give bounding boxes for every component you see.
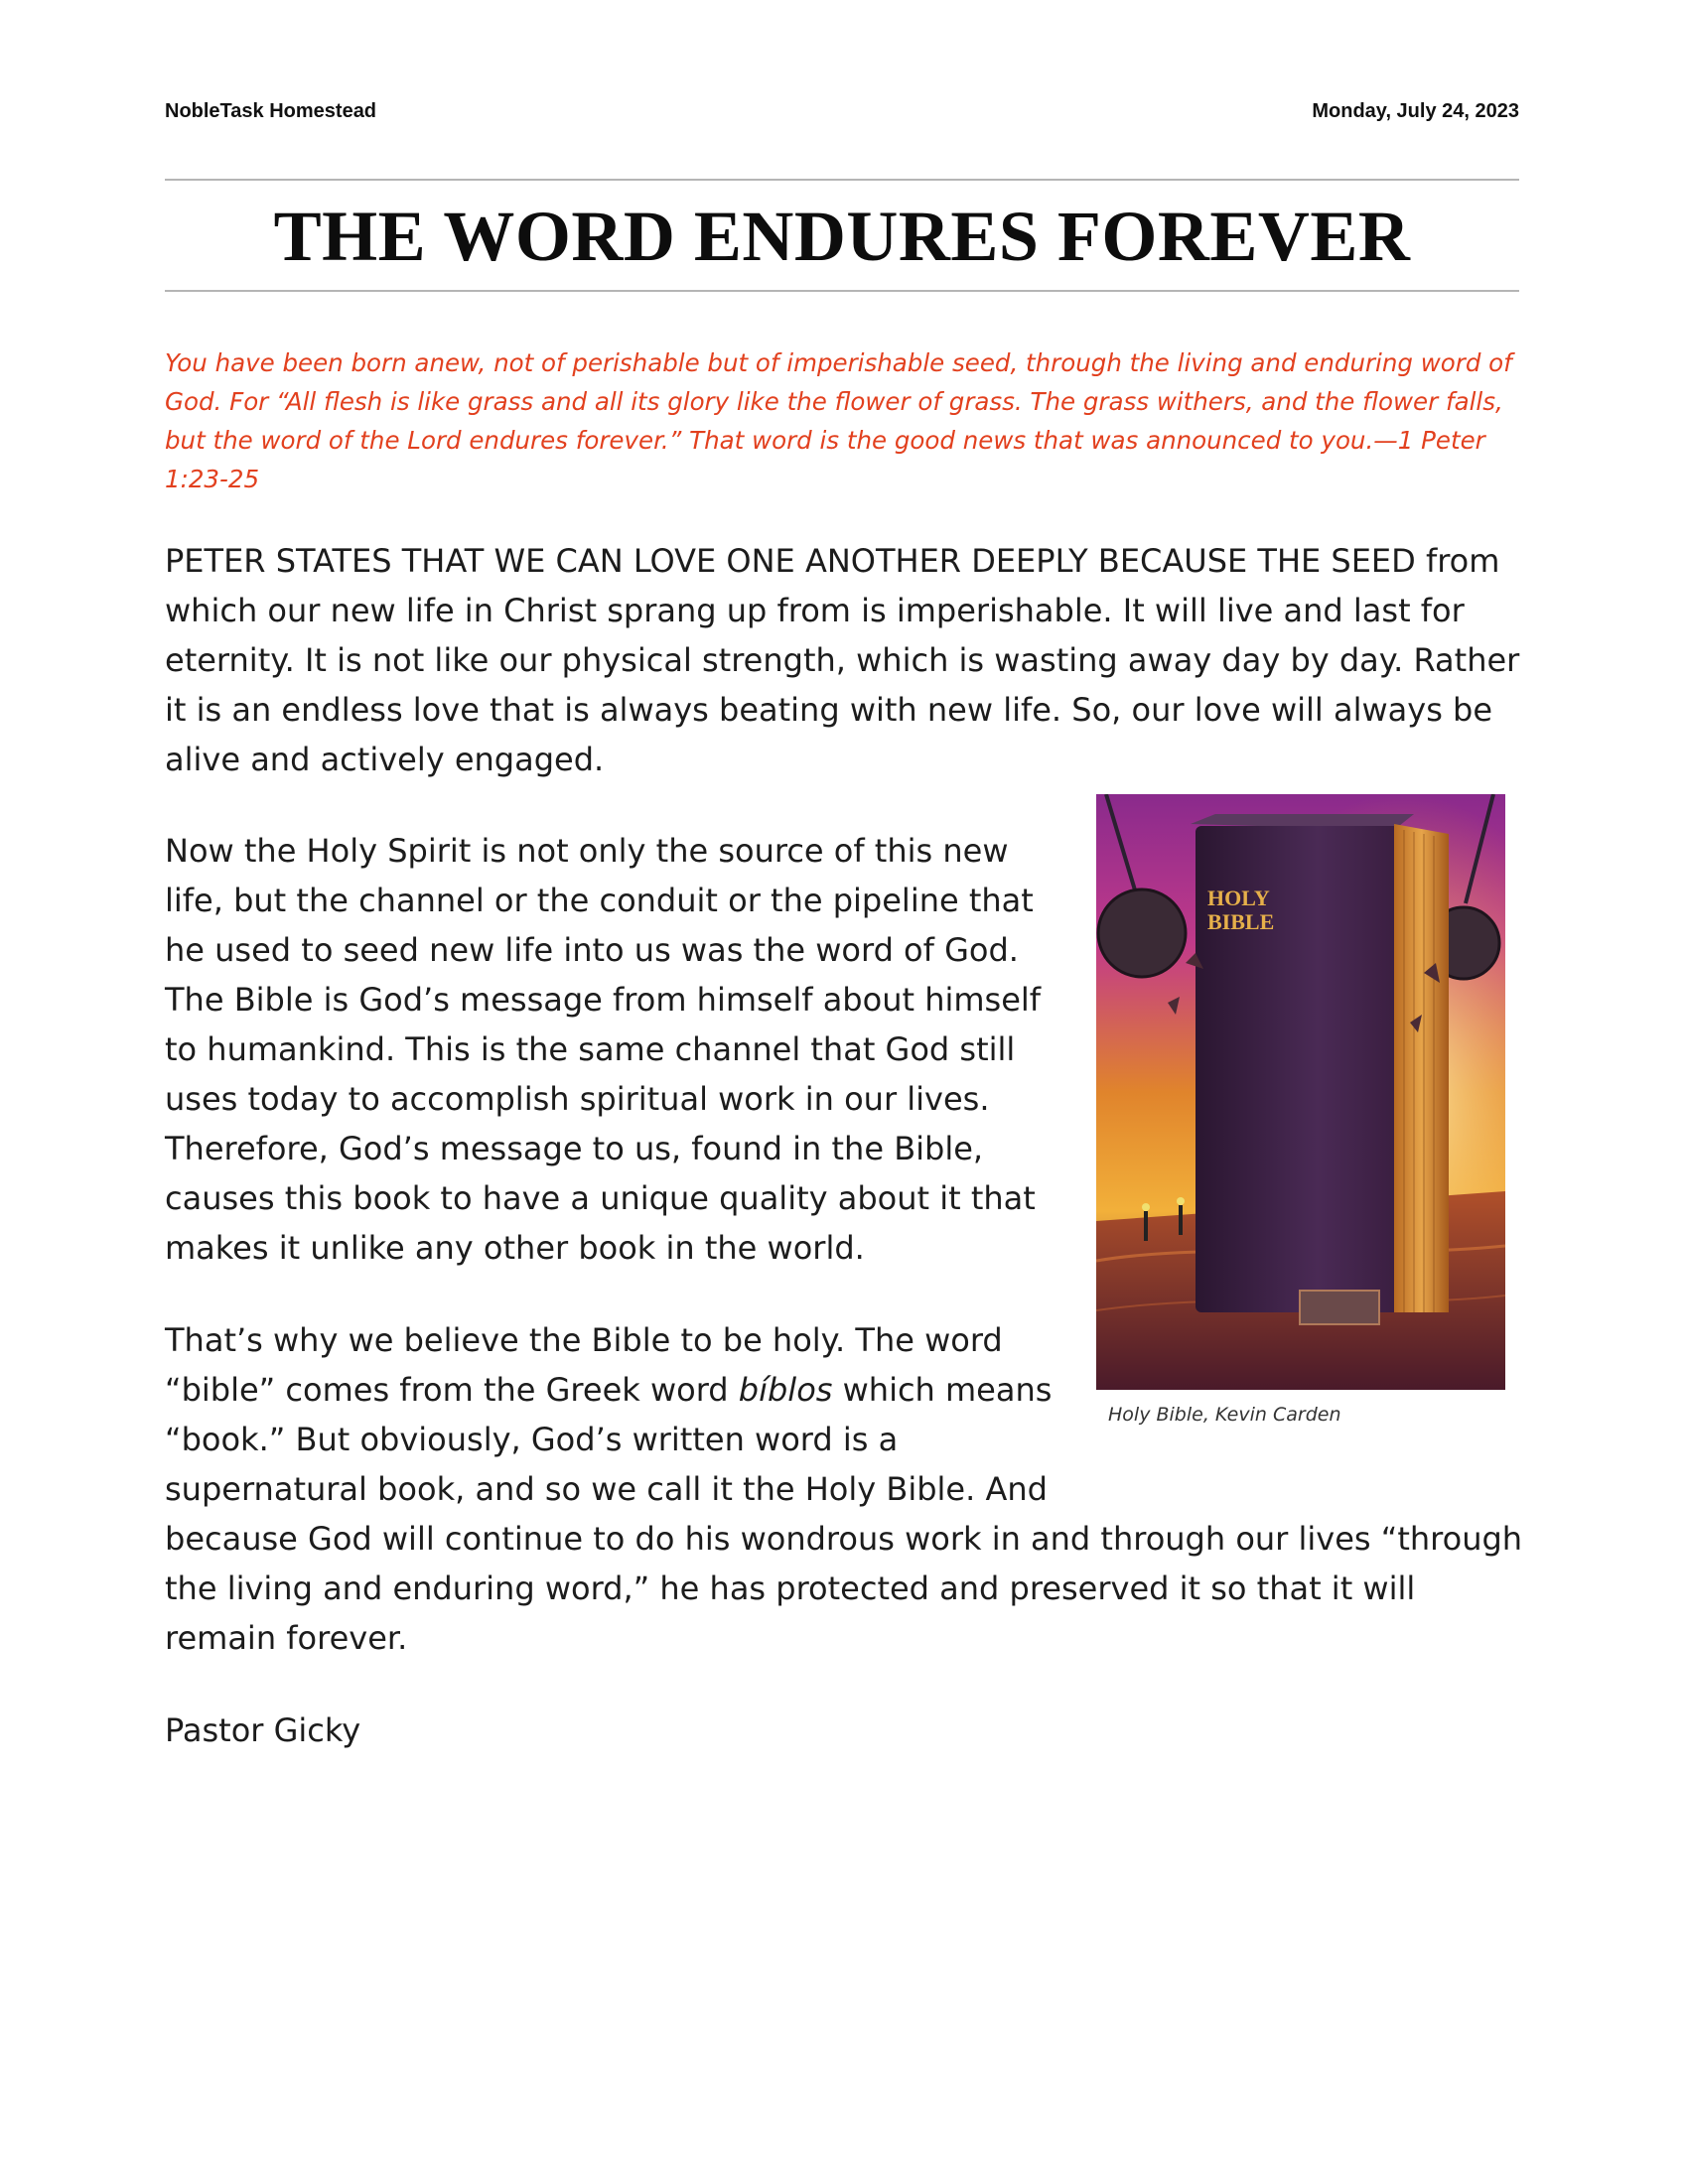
body-paragraph-3-part-c: because God will continue to do his wondrous work in and through our lives “through the living and enduring word,” he has protected and preserved it so that it will remain forever.: [165, 1520, 1523, 1657]
body-paragraph-2: Now the Holy Spirit is not only the source of this new life, but the channel or the conduit or the pipeline that he used to seed new life into us was the word of God. The Bible is God’s message from himself about himself to humankind. This is the same channel that God still uses today to accomplish spiritual work in our lives. Therefore, God’s message to us, found in the Bible, causes this book to have a unique quality about it that makes it unlike any other book in the world.: [165, 832, 1042, 1267]
page-header: [165, 100, 1519, 123]
scripture-quote: You have been born anew, not of perishable but of imperishable seed, through the living and enduring word of God. For “All flesh is like grass and all its glory like the flower of grass. The grass withers, and the flower falls, but the word of the Lord endures forever.” That word is the good news that was announced to you.—1 Peter 1:23-25: [165, 348, 1512, 493]
book-label-line-1: HOLY: [1207, 886, 1270, 910]
greek-word: bíblos: [738, 1371, 833, 1409]
figure: [1096, 794, 1505, 1426]
publication-name: NobleTask Homestead: [165, 100, 377, 122]
title-top-divider: [165, 179, 1519, 181]
figure-caption: Holy Bible, Kevin Carden: [1108, 1404, 1341, 1426]
body-paragraph-3-wrapped: [165, 1315, 1088, 1514]
title-bottom-divider: [165, 290, 1519, 292]
author-signature: Pastor Gicky: [165, 1711, 361, 1749]
publication-date: Monday, July 24, 2023: [1312, 100, 1519, 122]
body-paragraph-1: PETER STATES THAT WE CAN LOVE ONE ANOTHER DEEPLY BECAUSE THE SEED from which our new life in Christ sprang up from is imperishable. It will live and last for eternity. It is not like our physical strength, which is wasting away day by day. Rather it is an endless love that is always beating with new life. So, our love will always be alive and actively engaged.: [165, 542, 1520, 778]
article-title: THE WORD ENDURES FOREVER: [273, 197, 1411, 276]
holy-bible-artwork: [1096, 794, 1505, 1390]
book-label-line-2: BIBLE: [1207, 909, 1275, 934]
body-paragraph-3-part-b: which means “book.” But obviously, God’s written word is a supernatural book, and so we call it the Holy Bible. And: [165, 1371, 1053, 1508]
body-paragraph-3-part-a: That’s why we believe the Bible to be holy. The word “bible” comes from the Greek word: [165, 1321, 1003, 1409]
